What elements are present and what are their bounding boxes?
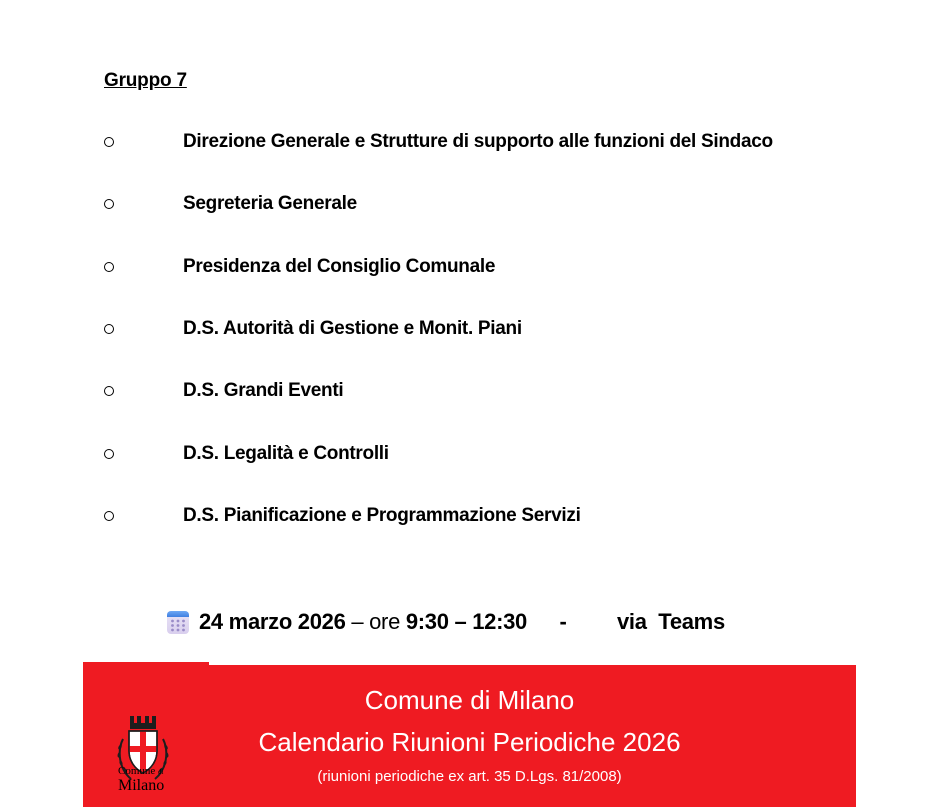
bullet-icon	[104, 386, 114, 396]
list-item	[104, 256, 864, 282]
list-item-label: Direzione Generale e Strutture di supporto alle funzioni del Sindaco	[183, 131, 773, 152]
list-item	[104, 193, 864, 219]
list-item	[104, 131, 864, 157]
logo-text-comune: Comune di	[118, 765, 164, 777]
list-item	[104, 318, 864, 344]
bullet-icon	[104, 449, 114, 459]
list-item	[104, 380, 864, 406]
bullet-icon	[104, 137, 114, 147]
meeting-mode: via Teams	[617, 609, 725, 634]
meeting-info	[166, 608, 766, 640]
list-item-label: Segreteria Generale	[183, 193, 357, 214]
bullet-icon	[104, 262, 114, 272]
bullet-icon	[104, 324, 114, 334]
logo-text-city: Milano	[118, 777, 165, 794]
list-item-label: D.S. Grandi Eventi	[183, 380, 344, 401]
bullet-icon	[104, 199, 114, 209]
list-item	[104, 443, 864, 469]
meeting-separator: -	[559, 609, 567, 634]
footer-subtitle: Calendario Riunioni Periodiche 2026	[258, 727, 681, 757]
group-title: Gruppo 7	[104, 70, 187, 91]
meeting-time: 9:30 – 12:30	[405, 609, 527, 634]
calendar-icon	[166, 609, 190, 635]
meeting-time-prefix: – ore	[345, 609, 406, 634]
footer-title: Comune di Milano	[364, 685, 575, 715]
bullet-icon	[104, 511, 114, 521]
list-item-label: D.S. Autorità di Gestione e Monit. Piani	[183, 318, 522, 339]
list-item-label: Presidenza del Consiglio Comunale	[183, 256, 496, 277]
footer-banner	[83, 665, 856, 807]
list-item-label: D.S. Pianificazione e Programmazione Servizi	[183, 505, 581, 526]
meeting-date: 24 marzo 2026	[199, 609, 346, 634]
list-item-label: D.S. Legalità e Controlli	[183, 443, 389, 464]
list-item	[104, 505, 864, 531]
footer-note: (riunioni periodiche ex art. 35 D.Lgs. 81/2008)	[317, 768, 622, 785]
